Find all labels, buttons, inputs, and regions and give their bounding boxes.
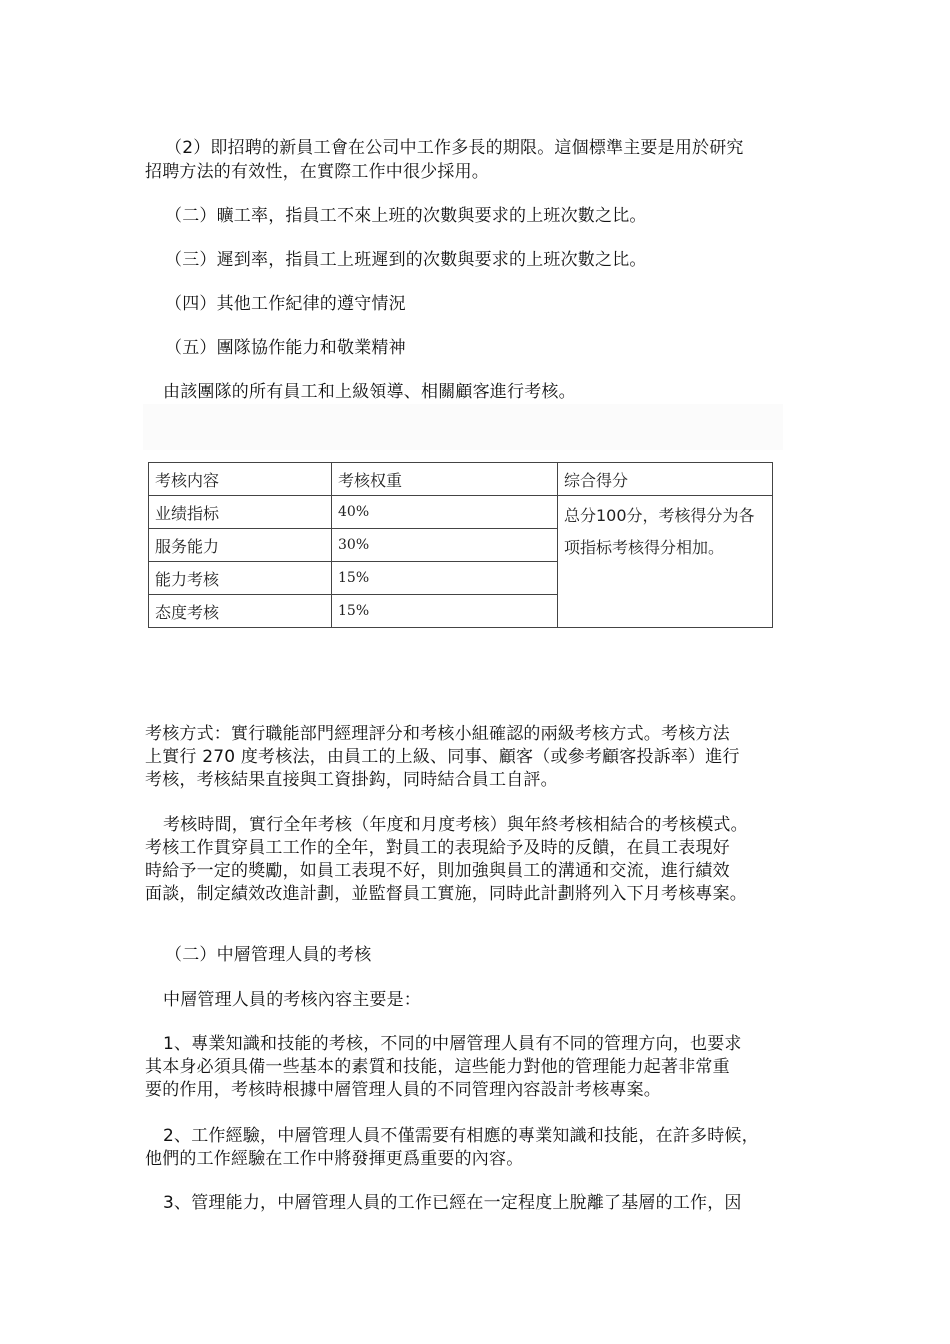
paragraph-line: 2、工作經驗，中層管理人員不僅需要有相應的專業知識和技能，在許多時候， [163,1126,759,1146]
table-header-cell: 综合得分 [558,463,773,496]
table-cell-item: 态度考核 [149,595,332,628]
image-top-margin [143,404,783,450]
table-cell-item: 业绩指标 [149,496,332,529]
paragraph-line: 由該團隊的所有員工和上級領導、相關顧客進行考核。 [163,382,576,402]
table-header-cell: 考核权重 [332,463,558,496]
paragraph-line: （四）其他工作紀律的遵守情況 [165,294,406,314]
table-header-row [149,463,773,496]
paragraph-line: 上實行 270 度考核法，由員工的上級、同事、顧客（或參考顧客投訴率）進行 [145,747,740,767]
paragraph-line: 時給予一定的獎勵，如員工表現不好，則加強與員工的溝通和交流，進行績效 [145,861,730,881]
table-cell-weight: 40% [332,496,558,529]
paragraph-line: 其本身必須具備一些基本的素質和技能，這些能力對他的管理能力起著非常重 [145,1057,730,1077]
table-cell-weight: 30% [332,529,558,562]
paragraph-line: 1、專業知識和技能的考核，不同的中層管理人員有不同的管理方向，也要求 [163,1034,742,1054]
total-note-line: 项指标考核得分相加。 [564,538,725,557]
table-cell-weight: 15% [332,562,558,595]
table-cell-item: 服务能力 [149,529,332,562]
table-cell-item: 能力考核 [149,562,332,595]
table-cell-total-note [558,496,773,628]
assessment-table-image [143,404,783,640]
paragraph-line: （五）團隊協作能力和敬業精神 [165,338,406,358]
total-note-line: 总分100分，考核得分为各 [564,506,755,525]
paragraph-line: 他們的工作經驗在工作中將發揮更爲重要的內容。 [145,1149,524,1169]
paragraph-line: 3、管理能力，中層管理人員的工作已經在一定程度上脫離了基層的工作，因 [163,1193,742,1213]
paragraph-line: 考核，考核結果直接與工資掛鈎，同時結合員工自評。 [145,770,558,790]
paragraph-line: 中層管理人員的考核內容主要是： [163,990,421,1010]
paragraph-line: 面談，制定績效改進計劃，並監督員工實施，同時此計劃將列入下月考核專案。 [145,884,747,904]
table-header-cell: 考核内容 [149,463,332,496]
paragraph-line: 考核方式：實行職能部門經理評分和考核小組確認的兩級考核方式。考核方法 [145,724,730,744]
table-cell-weight: 15% [332,595,558,628]
paragraph-line: （2）即招聘的新員工會在公司中工作多長的期限。這個標準主要是用於研究 [165,138,744,158]
paragraph-line: 要的作用，考核時根據中層管理人員的不同管理內容設計考核專案。 [145,1080,661,1100]
paragraph-line: 考核工作貫穿員工工作的全年，對員工的表現給予及時的反饋，在員工表現好 [145,838,730,858]
assessment-table [148,462,773,628]
section-heading: （二）中層管理人員的考核 [165,945,372,965]
paragraph-line: 招聘方法的有效性，在實際工作中很少採用。 [145,162,489,182]
paragraph-line: （二）曠工率，指員工不來上班的次數與要求的上班次數之比。 [165,206,647,226]
paragraph-line: 考核時間，實行全年考核（年度和月度考核）與年終考核相結合的考核模式。 [163,815,748,835]
table-row [149,496,773,529]
paragraph-line: （三）遲到率，指員工上班遲到的次數與要求的上班次數之比。 [165,250,647,270]
